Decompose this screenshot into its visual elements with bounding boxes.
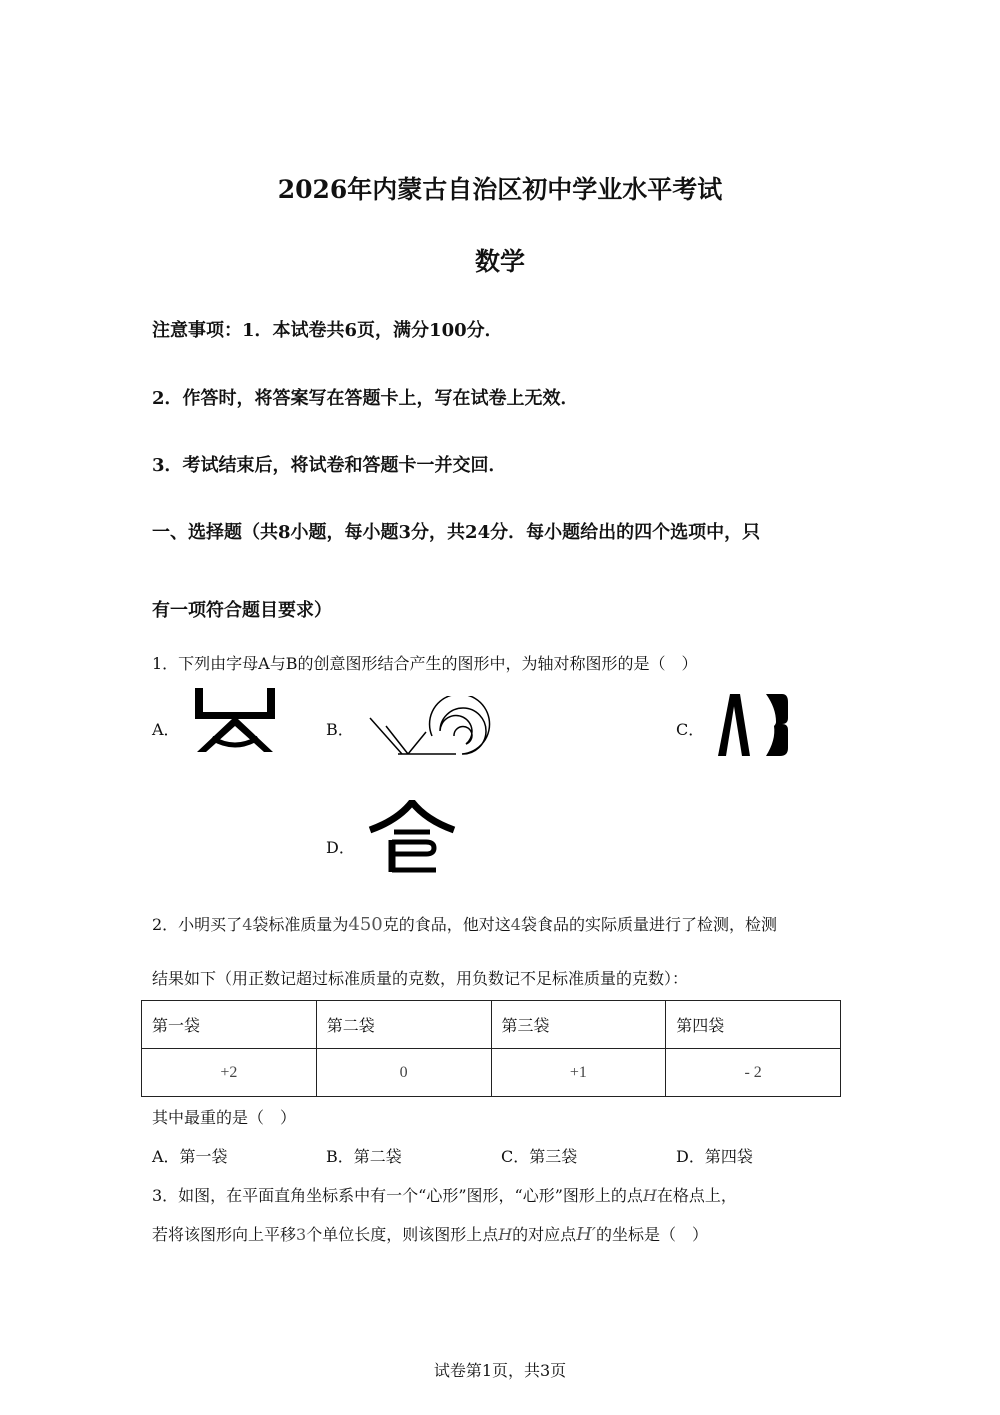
table-header-cell: 第二袋 <box>316 1001 491 1049</box>
q1-option-c-label: C． <box>676 720 705 739</box>
section-heading-line2: 有一项符合题目要求） <box>152 600 332 621</box>
q2-stem-part4: 袋食品的实际质量进行了检测，检测 <box>520 915 777 934</box>
section-heading-line1: 一、选择题（共8小题，每小题3分，共24分．每小题给出的四个选项中，只 <box>152 522 761 543</box>
q2-option-b: B．第二袋 <box>326 1147 402 1166</box>
subject-title: 数学 <box>474 247 525 276</box>
table-header-cell: 第三袋 <box>491 1001 666 1049</box>
table-value-cell: +1 <box>491 1049 666 1097</box>
table-header-row <box>142 1001 841 1049</box>
q3-stem-part2: 在格点上， <box>656 1186 737 1205</box>
q1-option-c-figure <box>716 692 788 756</box>
q2-num-bags: 4 <box>242 915 253 934</box>
q3-var-h-2: H <box>498 1225 513 1244</box>
table-value-row <box>142 1049 841 1097</box>
note-2: 2．作答时，将答案写在答题卡上，写在试卷上无效． <box>152 388 579 409</box>
q2-option-c: C．第三袋 <box>501 1147 578 1166</box>
exam-title: 2026年内蒙古自治区初中学业水平考试 <box>277 175 723 204</box>
note-1: 注意事项：1．本试卷共6页，满分100分． <box>152 320 503 341</box>
q1-stem: 1．下列由字母A与B的创意图形结合产生的图形中，为轴对称图形的是（ ） <box>152 654 698 673</box>
q1-option-b-figure <box>368 696 493 758</box>
table-header-cell: 第四袋 <box>666 1001 841 1049</box>
q2-standard-mass: 450 <box>348 914 383 935</box>
q1-option-d-label: D． <box>326 838 355 857</box>
q3-stem-part5: 的对应点 <box>512 1225 577 1244</box>
q2-option-d: D．第四袋 <box>676 1147 753 1166</box>
q3-shift: 3 <box>296 1225 307 1244</box>
q2-stem-part2: 袋标准质量为 <box>252 915 349 934</box>
q2-stem-part1: 2．小明买了 <box>152 915 243 934</box>
q3-stem-part3: 若将该图形向上平移 <box>152 1225 297 1244</box>
q2-stem-part3: 克的食品，他对这 <box>382 915 511 934</box>
q2-stem-line1 <box>152 912 777 935</box>
table-value-cell: 0 <box>316 1049 491 1097</box>
q2-option-a: A．第一袋 <box>152 1147 228 1166</box>
note-3: 3．考试结束后，将试卷和答题卡一并交回． <box>152 455 507 476</box>
q3-stem-line2 <box>152 1222 708 1245</box>
q2-num-bags-2: 4 <box>510 915 521 934</box>
table-value-cell: +2 <box>142 1049 317 1097</box>
q3-stem-line1 <box>152 1183 737 1206</box>
q2-stem-line2: 结果如下（用正数记超过标准质量的克数，用负数记不足标准质量的克数）： <box>152 969 689 988</box>
q3-var-h: H <box>642 1186 657 1205</box>
q3-stem-part1: 3．如图，在平面直角坐标系中有一个“心形”图形，“心形”图形上的点 <box>152 1186 643 1205</box>
q1-option-b-label: B． <box>326 720 354 739</box>
table-header-cell: 第一袋 <box>142 1001 317 1049</box>
page-footer: 试卷第1页，共3页 <box>433 1361 567 1380</box>
q3-var-h-prime: H′ <box>576 1224 596 1245</box>
q3-stem-part4: 个单位长度，则该图形上点 <box>306 1225 499 1244</box>
q2-question: 其中最重的是（ ） <box>152 1108 297 1127</box>
q1-option-a-label: A． <box>152 720 180 739</box>
table-value-cell: - 2 <box>666 1049 841 1097</box>
q2-results-table <box>141 1000 841 1097</box>
q1-option-d-figure <box>368 800 456 874</box>
q3-stem-part6: 的坐标是（ ） <box>595 1225 708 1244</box>
q1-option-a-figure <box>192 686 278 756</box>
